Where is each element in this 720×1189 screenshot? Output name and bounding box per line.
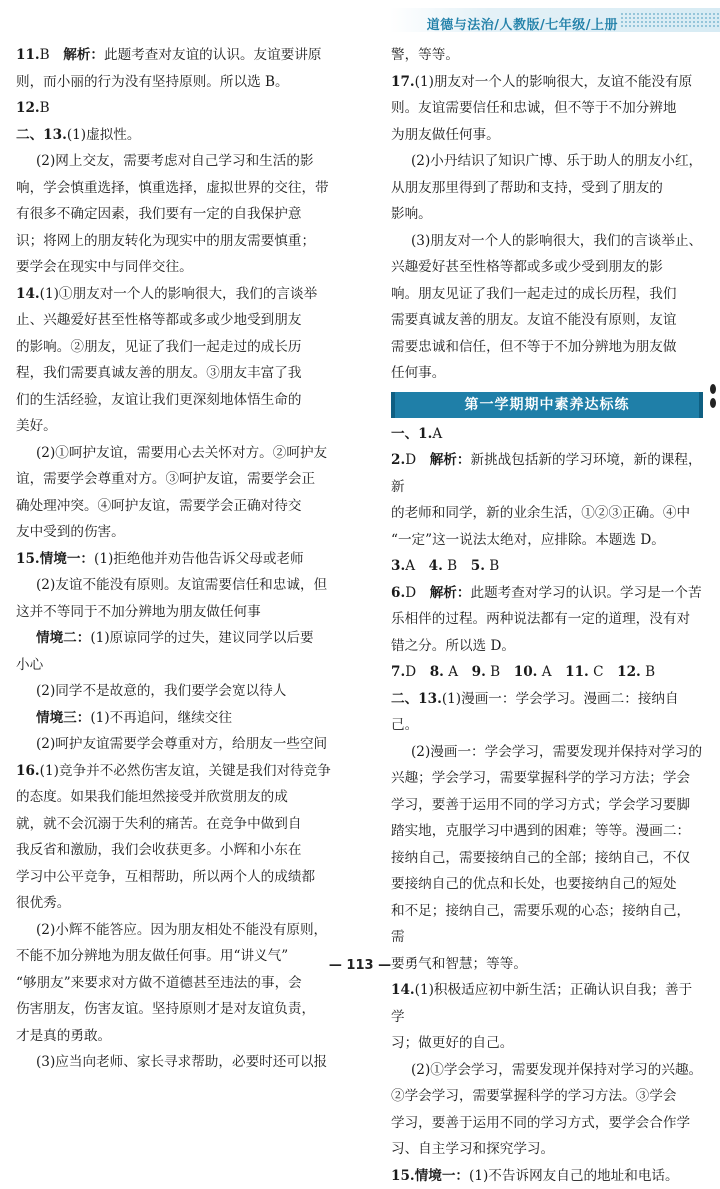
answer-text: 止、兴趣爱好甚至性格等都或多或少地受到朋友 [16,312,301,328]
answer-text: 此题考查对友谊的认识。友谊要讲原 [104,47,322,63]
answer-label: 解析： [63,47,104,63]
text-line [16,148,376,175]
answer-label: 情境一： [415,1168,469,1184]
question-number: 15. [16,551,40,567]
text-line [391,818,703,845]
answer-text: (1)竞争并不必然伤害友谊，关键是我们对待竞争 [40,763,331,779]
text-line [391,845,703,872]
text-line [16,122,376,149]
answer-text: A [432,426,442,442]
text-line [391,686,703,739]
text-line [391,606,703,633]
answer-text: (2)同学不是故意的，我们要学会宽以待人 [36,683,286,699]
text-line [391,792,703,819]
answer-text: D [405,585,430,601]
answer-text: 为朋友做任何事。 [391,127,500,143]
answer-text: A [537,664,565,680]
answer-text: 就，就不会沉溺于失利的痛苦。在竞争中做到自 [16,816,301,832]
answer-text: 伤害朋友，伤害友谊。坚持原则才是对友谊负责， [16,1001,315,1017]
answer-text: 响，学会慎重选择，慎重选择，虚拟世界的交往，带 [16,180,329,196]
question-number: 11. [16,47,40,63]
answer-text: 学习，要善于运用不同的学习方式，要学会合作学 [391,1115,690,1131]
question-number: 一、1. [391,426,432,442]
answer-text: 乐相伴的过程。两种说法都有一定的道理，没有对 [391,611,690,627]
text-line [391,553,703,580]
text-line [391,421,703,448]
answer-text: 需要忠诚和信任，但不等于不加分辨地为朋友做 [391,339,676,355]
answer-text: 小心 [16,657,43,673]
answer-text: D [405,664,430,680]
text-line [391,871,703,898]
answer-text: 需要真诚友善的朋友。友谊不能没有原则，友谊 [391,312,676,328]
text-line [391,633,703,660]
question-number: 14. [391,982,415,998]
text-line [391,42,703,69]
page-header [0,0,720,40]
text-line [16,228,376,255]
answer-text: 则，而小丽的行为没有坚持原则。所以选 B。 [16,74,289,90]
answer-text: 此题考查对学习的认识。学习是一个苦 [470,585,701,601]
answer-text: 这并不等同于不加分辨地为朋友做任何事 [16,604,261,620]
answer-label: 4. [429,558,443,574]
right-column-top [391,42,703,387]
answer-label: 12. [617,664,641,680]
answer-text: B [485,558,499,574]
answer-label: 解析： [430,452,471,468]
answer-text: 从朋友那里得到了帮助和支持，受到了朋友的 [391,180,663,196]
answer-text: 不能不加分辨地为朋友做任何事。用“讲义气” [16,948,288,964]
question-number: 7. [391,664,405,680]
text-line [391,765,703,792]
text-line [391,281,703,308]
page-number: — 113 — [0,958,720,973]
answer-text: 很优秀。 [16,895,70,911]
answer-text: (1)拒绝他并劝告他告诉父母或老师 [94,551,304,567]
answer-text: (1)积极适应初中新生活；正确认识自我；善于学 [391,982,692,1025]
answer-text: (3)朋友对一个人的影响很大，我们的言谈举止、 [411,233,702,249]
text-line [391,201,703,228]
answer-text: 我反省和激励，我们会收获更多。小辉和小东在 [16,842,301,858]
answer-text: B [40,47,64,63]
answer-label: 8. [430,664,444,680]
answer-text: A [405,558,428,574]
answer-text: (2)小丹结识了知识广博、乐于助人的朋友小红， [411,153,702,169]
text-line [391,500,703,527]
text-line [391,580,703,607]
text-line [16,837,376,864]
answer-text: (2)网上交友，需要考虑对自己学习和生活的影 [36,153,314,169]
question-number: 二、13. [391,691,442,707]
text-line [16,175,376,202]
text-line [16,493,376,520]
answer-text: ②学会学习，需要掌握科学的学习方法。③学会 [391,1088,676,1104]
text-line [16,307,376,334]
text-line [391,447,703,500]
answer-text: (1)漫画一：学会学习。漫画二：接纳自己。 [391,691,679,734]
text-line [16,281,376,308]
answer-text: 要接纳自己的优点和长处，也要接纳自己的短处 [391,876,676,892]
answer-text: 友中受到的伤害。 [16,524,125,540]
text-line [16,705,376,732]
text-line [391,254,703,281]
answer-text: B [40,100,50,116]
text-line [16,996,376,1023]
text-line [391,334,703,361]
right-column [391,42,703,1189]
question-number: 6. [391,585,405,601]
answer-label: 解析： [430,585,471,601]
answer-text: 要勇气和智慧；等等。 [391,956,527,972]
text-line [391,360,703,387]
answer-text: B [443,558,471,574]
right-column-bottom [391,421,703,1189]
answer-text: (2)①呵护友谊，需要用心去关怀对方。②呵护友 [36,445,327,461]
question-number: 14. [16,286,40,302]
text-line [16,599,376,626]
answer-text: 则。友谊需要信任和忠诚，但不等于不加分辨地 [391,100,676,116]
text-line [391,148,703,175]
text-line [16,652,376,679]
answer-text: 要学会在现实中与同伴交往。 [16,259,193,275]
text-line [16,440,376,467]
text-line [16,758,376,785]
text-line [16,731,376,758]
header-dot-pattern [620,12,720,28]
answer-text: 兴趣爱好甚至性格等都或多或少受到朋友的影 [391,259,663,275]
text-line [16,95,376,122]
answer-text: 影响。 [391,206,432,222]
answer-label: 11. [565,664,589,680]
answer-text: 错之分。所以选 D。 [391,638,515,654]
text-line [391,977,703,1030]
text-line [16,917,376,944]
text-line [391,228,703,255]
answer-text: 美好。 [16,418,57,434]
answer-label: 情境二： [36,630,90,646]
answer-text: (1)不告诉网友自己的地址和电话。 [469,1168,679,1184]
text-line [16,334,376,361]
text-line [16,519,376,546]
answer-text: 警，等等。 [391,47,459,63]
answer-text: 新挑战包括新的学习环境，新的课程，新 [391,452,702,495]
answer-label: 情境三： [36,710,90,726]
answer-text: (1)原谅同学的过失，建议同学以后要 [90,630,313,646]
text-line [16,864,376,891]
answer-text: B [486,664,514,680]
text-line [391,659,703,686]
text-line [16,811,376,838]
answer-text: 才是真的勇敢。 [16,1028,111,1044]
answer-text: 任何事。 [391,365,445,381]
answer-text: (1)①朋友对一个人的影响很大，我们的言谈举 [40,286,318,302]
answer-text: 谊，需要学会尊重对方。③呵护友谊，需要学会正 [16,471,315,487]
text-line [391,307,703,334]
question-number: 17. [391,74,415,90]
answer-text: “一定”这一说法太绝对，应排除。本题选 D。 [391,532,665,548]
answer-text: (2)①学会学习，需要发现并保持对学习的兴趣。 [411,1062,702,1078]
answer-text: 们的生活经验，友谊让我们更深刻地体悟生命的 [16,392,301,408]
answer-text: 识；将网上的朋友转化为现实中的朋友需要慎重； [16,233,315,249]
text-line [391,69,703,96]
text-line [16,1049,376,1076]
side-marks [704,380,718,420]
text-line [391,1163,703,1189]
text-line [391,175,703,202]
answer-label: 10. [514,664,538,680]
answer-text: 的影响。②朋友，见证了我们一起走过的成长历 [16,339,301,355]
text-line [391,1083,703,1110]
answer-text: 习；做更好的自己。 [391,1035,513,1051]
text-line [16,625,376,652]
answer-text: (1)不再追问，继续交往 [90,710,232,726]
text-line [16,360,376,387]
answer-text: D [405,452,430,468]
answer-text: “够朋友”来要求对方做不道德甚至违法的事，会 [16,975,302,991]
answer-label: 9. [472,664,486,680]
answer-text: 学习中公平竞争，互相帮助，所以两个人的成绩都 [16,869,315,885]
answer-text: A [444,664,472,680]
answer-text: (2)友谊不能没有原则。友谊需要信任和忠诚，但 [36,577,327,593]
answer-text: 兴趣；学会学习，需要掌握科学的学习方法；学会 [391,770,690,786]
text-line [16,784,376,811]
answer-text: (1)朋友对一个人的影响很大，友谊不能没有原 [415,74,693,90]
text-line [391,898,703,951]
question-number: 2. [391,452,405,468]
answer-text: 接纳自己，需要接纳自己的全部；接纳自己，不仅 [391,850,690,866]
text-line [16,1023,376,1050]
question-number: 二、13. [16,127,67,143]
answer-text: 和不足；接纳自己，需要乐观的心态；接纳自己，需 [391,903,690,946]
answer-text: (2)漫画一：学会学习，需要发现并保持对学习的 [411,744,702,760]
answer-text: 确处理冲突。④呵护友谊，需要学会正确对待交 [16,498,301,514]
text-line [16,413,376,440]
answer-text: 程，我们需要真诚友善的朋友。③朋友丰富了我 [16,365,301,381]
text-line [16,254,376,281]
answer-text: B [641,664,655,680]
answer-text: 有很多不确定因素，我们要有一定的自我保护意 [16,206,301,222]
question-number: 15. [391,1168,415,1184]
text-line [16,42,376,69]
text-line [391,1110,703,1137]
text-line [16,466,376,493]
text-line [391,527,703,554]
answer-text: (1)虚拟性。 [67,127,141,143]
text-line [16,201,376,228]
text-line [391,122,703,149]
text-line [391,1030,703,1057]
text-line [16,890,376,917]
text-line [16,572,376,599]
text-line [391,95,703,122]
section-title: 第一学期期中素养达标练 [391,392,703,418]
question-number: 3. [391,558,405,574]
header-title: 道德与法治/人教版/七年级/上册 [427,14,618,33]
text-line [16,546,376,573]
answer-text: (2)小辉不能答应。因为朋友相处不能没有原则， [36,922,327,938]
text-line [16,678,376,705]
question-number: 16. [16,763,40,779]
answer-text: 的老师和同学，新的业余生活，①②③正确。④中 [391,505,690,521]
text-line [391,1057,703,1084]
answer-text: 踏实地，克服学习中遇到的困难；等等。漫画二： [391,823,690,839]
text-line [391,739,703,766]
answer-text: 的态度。如果我们能坦然接受并欣赏朋友的成 [16,789,288,805]
answer-text: (3)应当向老师、家长寻求帮助，必要时还可以报 [36,1054,327,1070]
text-line [391,1136,703,1163]
left-column [16,42,376,1076]
answer-text: (2)呵护友谊需要学会尊重对方，给朋友一些空间 [36,736,327,752]
answer-label: 情境一： [40,551,94,567]
answer-text: 学习，要善于运用不同的学习方式；学会学习要脚 [391,797,690,813]
question-number: 12. [16,100,40,116]
answer-text: 响。朋友见证了我们一起走过的成长历程，我们 [391,286,676,302]
text-line [16,69,376,96]
answer-text: 习、自主学习和探究学习。 [391,1141,554,1157]
answer-label: 5. [471,558,485,574]
text-line [16,387,376,414]
answer-text: C [589,664,617,680]
